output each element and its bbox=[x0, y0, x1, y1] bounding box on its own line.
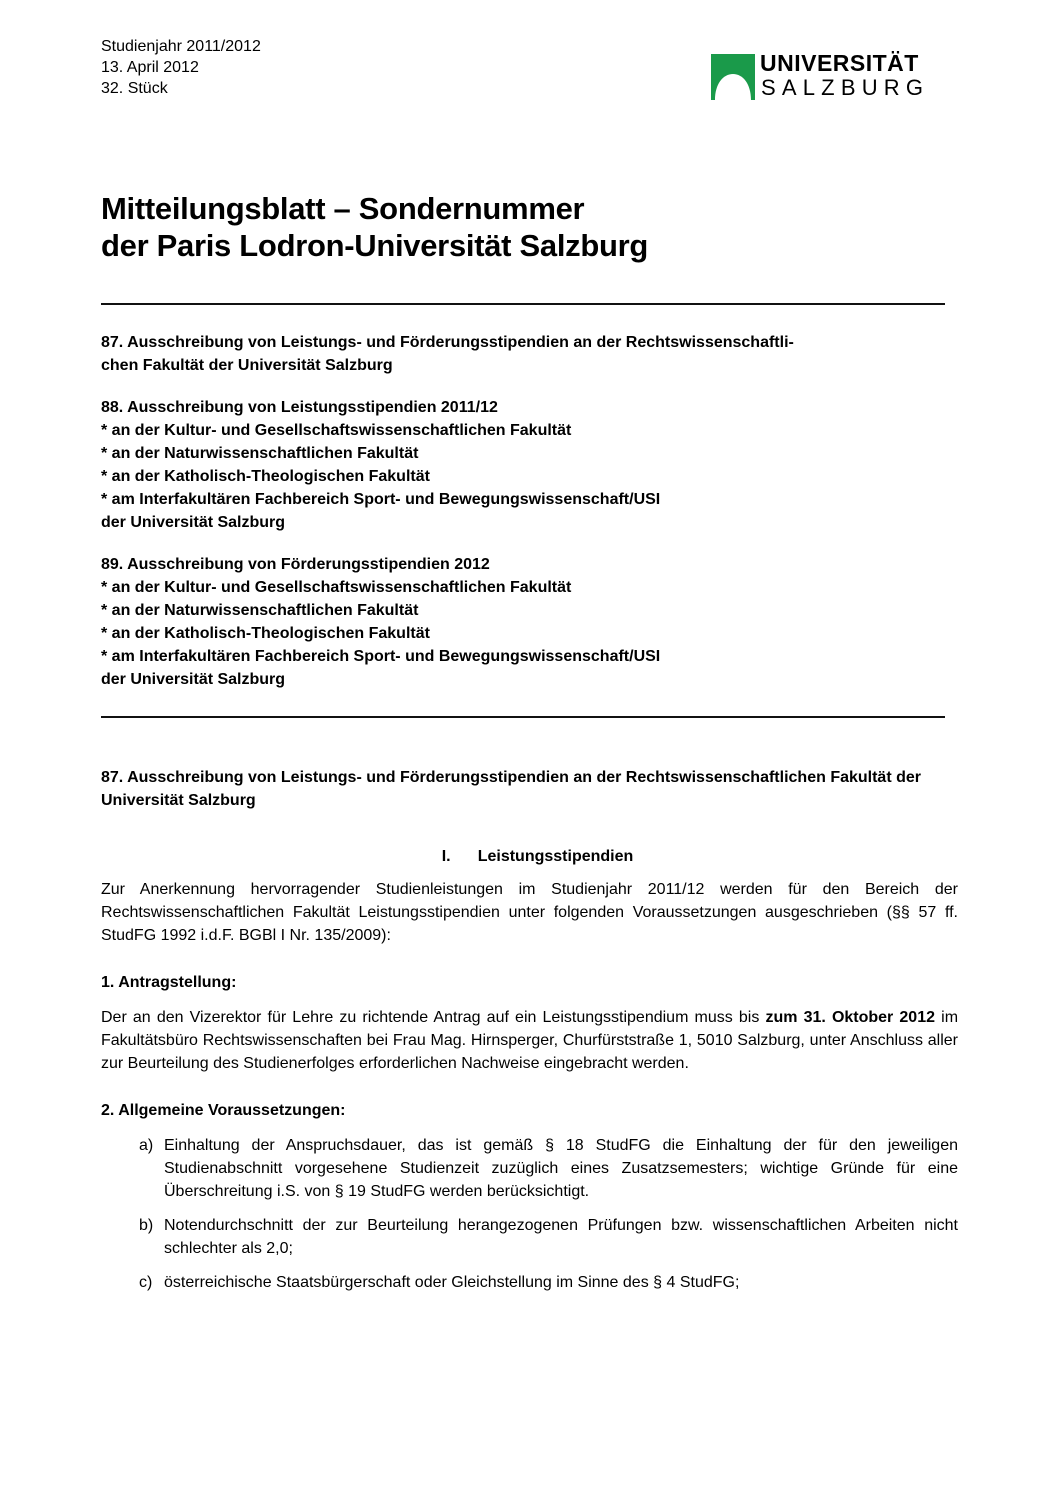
issue-meta bbox=[101, 36, 261, 99]
table-of-contents bbox=[101, 331, 961, 710]
list-item-label: b) bbox=[139, 1217, 154, 1234]
antrag-paragraph bbox=[101, 1006, 958, 1075]
subsection-title: Leistungsstipendien bbox=[477, 848, 634, 865]
voraussetzungen-heading: 2. Allgemeine Voraussetzungen: bbox=[101, 1102, 346, 1119]
page-title-line1: Mitteilungsblatt – Sondernummer bbox=[101, 191, 585, 226]
toc-line: * am Interfakultären Fachbereich Sport- und Bewegungswissenschaft/USI bbox=[101, 648, 661, 665]
logo-text-salzburg: SALZBURG bbox=[761, 75, 930, 100]
subsection-number: I. bbox=[441, 848, 451, 865]
list-item-text: Notendurchschnitt der zur Beurteilung herangezogenen Prüfungen bzw. wissenschaftlichen Arbeiten nicht schlechter als 2,0; bbox=[164, 1217, 958, 1257]
voraussetzungen-list bbox=[101, 1134, 958, 1294]
divider-bottom bbox=[101, 716, 945, 718]
toc-line: 89. Ausschreibung von Förderungsstipendien 2012 bbox=[101, 556, 490, 573]
toc-entry-89 bbox=[101, 553, 961, 691]
list-item bbox=[101, 1134, 958, 1203]
antrag-text-after: im Fakultätsbüro Rechtswissenschaften bei Frau Mag. Hirnsperger, Churfürststraße 1, 5010 Salzburg, unter Anschluss aller zur Beurteilung des Studienerfolges erforderlichen Nachweise eingebracht werden. bbox=[101, 1009, 959, 1072]
section-heading: 87. Ausschreibung von Leistungs- und Förderungsstipendien an der Rechtswissenschaftlichen Fakultät der Universität Salzburg bbox=[101, 769, 921, 809]
intro-paragraph: Zur Anerkennung hervorragender Studienleistungen im Studienjahr 2011/12 werden für den Bereich der Rechtswissenschaftlichen Fakultät Leistungsstipendien unter folgenden Voraussetzungen ausgeschrieben (§§ 57 ff. StudFG 1992 i.d.F. BGBl I Nr. 135/2009): bbox=[101, 881, 958, 944]
issue-number: 32. Stück bbox=[101, 80, 168, 97]
toc-line: * an der Katholisch-Theologischen Fakultät bbox=[101, 468, 430, 485]
subsection-heading bbox=[101, 845, 958, 868]
antrag-deadline: zum 31. Oktober 2012 bbox=[765, 1009, 936, 1026]
list-item bbox=[101, 1271, 958, 1294]
toc-line: * am Interfakultären Fachbereich Sport- und Bewegungswissenschaft/USI bbox=[101, 491, 661, 508]
list-item bbox=[101, 1214, 958, 1260]
page-title bbox=[101, 190, 648, 264]
antrag-heading: 1. Antragstellung: bbox=[101, 974, 237, 991]
antrag-text-before: Der an den Vizerektor für Lehre zu richtende Antrag auf ein Leistungsstipendium muss bis bbox=[101, 1009, 766, 1026]
university-logo bbox=[711, 50, 930, 103]
university-arch-logo-icon bbox=[711, 54, 755, 100]
toc-line: 87. Ausschreibung von Leistungs- und Förderungsstipendien an der Rechtswissenschaftli- bbox=[101, 334, 794, 351]
list-item-text: österreichische Staatsbürgerschaft oder Gleichstellung im Sinne des § 4 StudFG; bbox=[164, 1274, 740, 1291]
toc-line: * an der Katholisch-Theologischen Fakultät bbox=[101, 625, 430, 642]
list-item-text: Einhaltung der Anspruchsdauer, das ist gemäß § 18 StudFG die Einhaltung der für den jeweiligen Studienabschnitt vorgesehene Studienzeit zuzüglich eines Zusatzsemesters; wichtige Gründe für eine Überschreitung i.S. von § 19 StudFG werden berücksichtigt. bbox=[164, 1137, 958, 1200]
toc-line: * an der Naturwissenschaftlichen Fakultät bbox=[101, 445, 419, 462]
toc-line: der Universität Salzburg bbox=[101, 671, 286, 688]
list-item-label: a) bbox=[139, 1137, 154, 1154]
toc-line: * an der Naturwissenschaftlichen Fakultät bbox=[101, 602, 419, 619]
section-87 bbox=[101, 766, 958, 1305]
issue-date: 13. April 2012 bbox=[101, 59, 199, 76]
list-item-label: c) bbox=[139, 1274, 153, 1291]
page-title-line2: der Paris Lodron-Universität Salzburg bbox=[101, 228, 649, 263]
divider-top bbox=[101, 303, 945, 305]
logo-text-universitaet: UNIVERSITÄT bbox=[760, 50, 919, 76]
toc-entry-87 bbox=[101, 331, 961, 377]
toc-line: * an der Kultur- und Gesellschaftswissenschaftlichen Fakultät bbox=[101, 579, 572, 596]
academic-year: Studienjahr 2011/2012 bbox=[101, 38, 261, 55]
toc-line: chen Fakultät der Universität Salzburg bbox=[101, 357, 393, 374]
toc-entry-88 bbox=[101, 396, 961, 534]
toc-line: 88. Ausschreibung von Leistungsstipendien 2011/12 bbox=[101, 399, 498, 416]
toc-line: der Universität Salzburg bbox=[101, 514, 286, 531]
toc-line: * an der Kultur- und Gesellschaftswissenschaftlichen Fakultät bbox=[101, 422, 572, 439]
